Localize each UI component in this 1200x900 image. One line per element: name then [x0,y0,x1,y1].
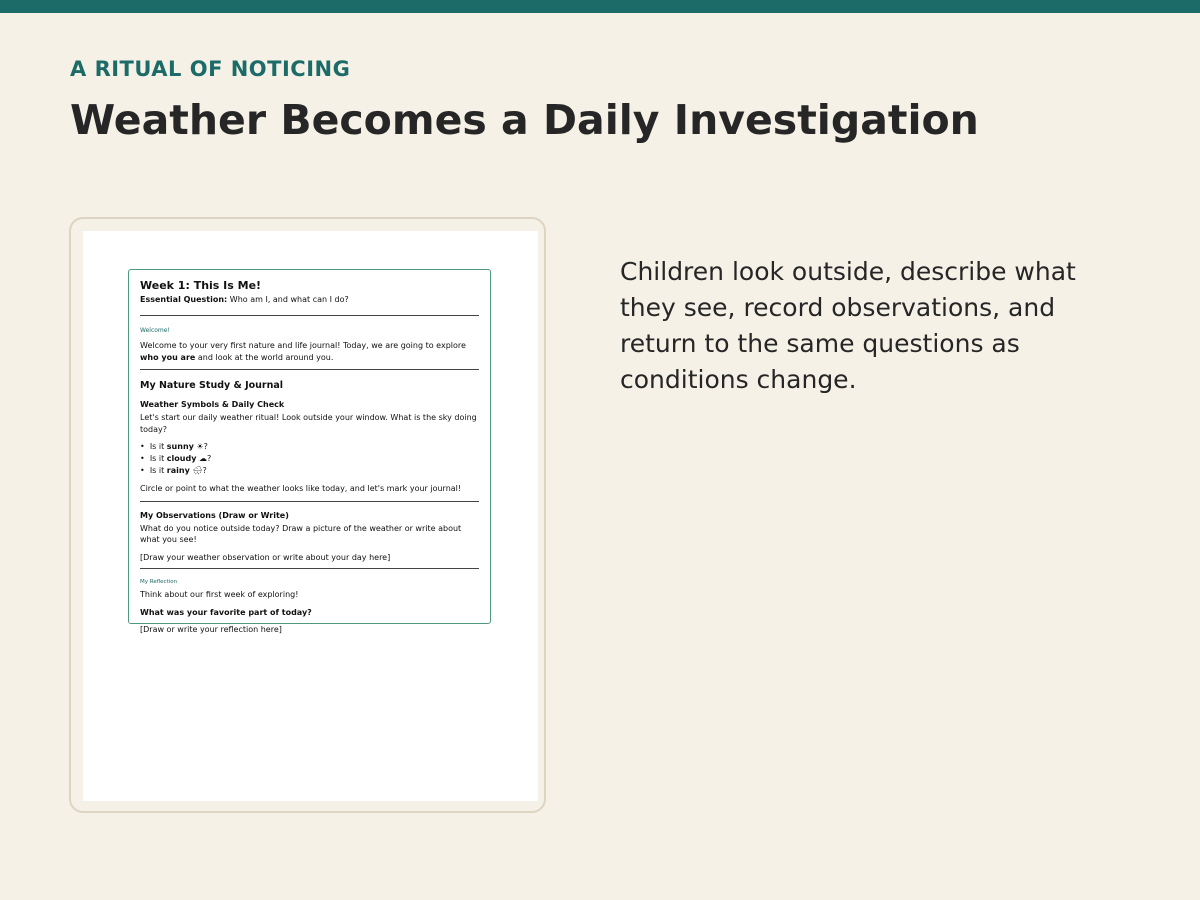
welcome-paragraph [140,340,479,363]
rain-icon: 🌧 [192,466,203,475]
reflection-text: Think about our first week of exploring! [140,590,299,599]
cloud-icon: ☁ [198,454,207,463]
divider [140,369,479,370]
divider [140,315,479,316]
weather-intro: Let's start our daily weather ritual! Look outside your window. What is the sky doing today? [140,413,477,434]
divider [140,568,479,569]
weather-item-cloudy: • Is it cloudy ☁? [140,454,212,463]
reflection-placeholder: [Draw or write your reflection here] [140,625,282,634]
tablet-frame [69,217,546,813]
top-accent-bar [0,0,1200,13]
divider [140,501,479,502]
essential-question-label: Essential Question: [140,295,228,304]
weather-list [140,441,479,477]
weather-item-sunny: • Is it sunny ☀? [140,442,208,451]
worksheet-card [128,269,491,634]
welcome-text: Welcome to your very first nature and life journal! Today, we are going to explore [140,341,466,350]
weather-outro: Circle or point to what the weather looks like today, and let's mark your journal! [140,484,462,493]
essential-question [140,295,479,304]
sun-icon: ☀ [196,442,204,451]
description-text: Children look outside, describe what they see, record observations, and return to the same questions as conditions change. [620,257,1076,394]
weather-item-rainy: • Is it rainy 🌧? [140,466,207,475]
observations-heading: My Observations (Draw or Write) [140,510,289,520]
slide-title: Weather Becomes a Daily Investigation [70,96,979,144]
tablet-screen [83,231,538,801]
welcome-tail: and look at the world around you. [197,352,334,362]
reflection-label: My Reflection [140,579,178,585]
week-title: Week 1: This Is Me! [140,279,262,292]
welcome-bold: who you are [140,352,196,362]
weather-heading: Weather Symbols & Daily Check [140,400,285,409]
section-title: My Nature Study & Journal [140,380,284,391]
essential-question-text: Who am I, and what can I do? [229,295,349,304]
observations-text: What do you notice outside today? Draw a picture of the weather or write about what you see! [140,523,462,544]
reflection-question: What was your favorite part of today? [140,607,312,617]
observations-placeholder: [Draw your weather observation or write about your day here] [140,552,391,562]
eyebrow-label: A RITUAL OF NOTICING [70,57,351,81]
welcome-label: Welcome! [140,327,170,334]
